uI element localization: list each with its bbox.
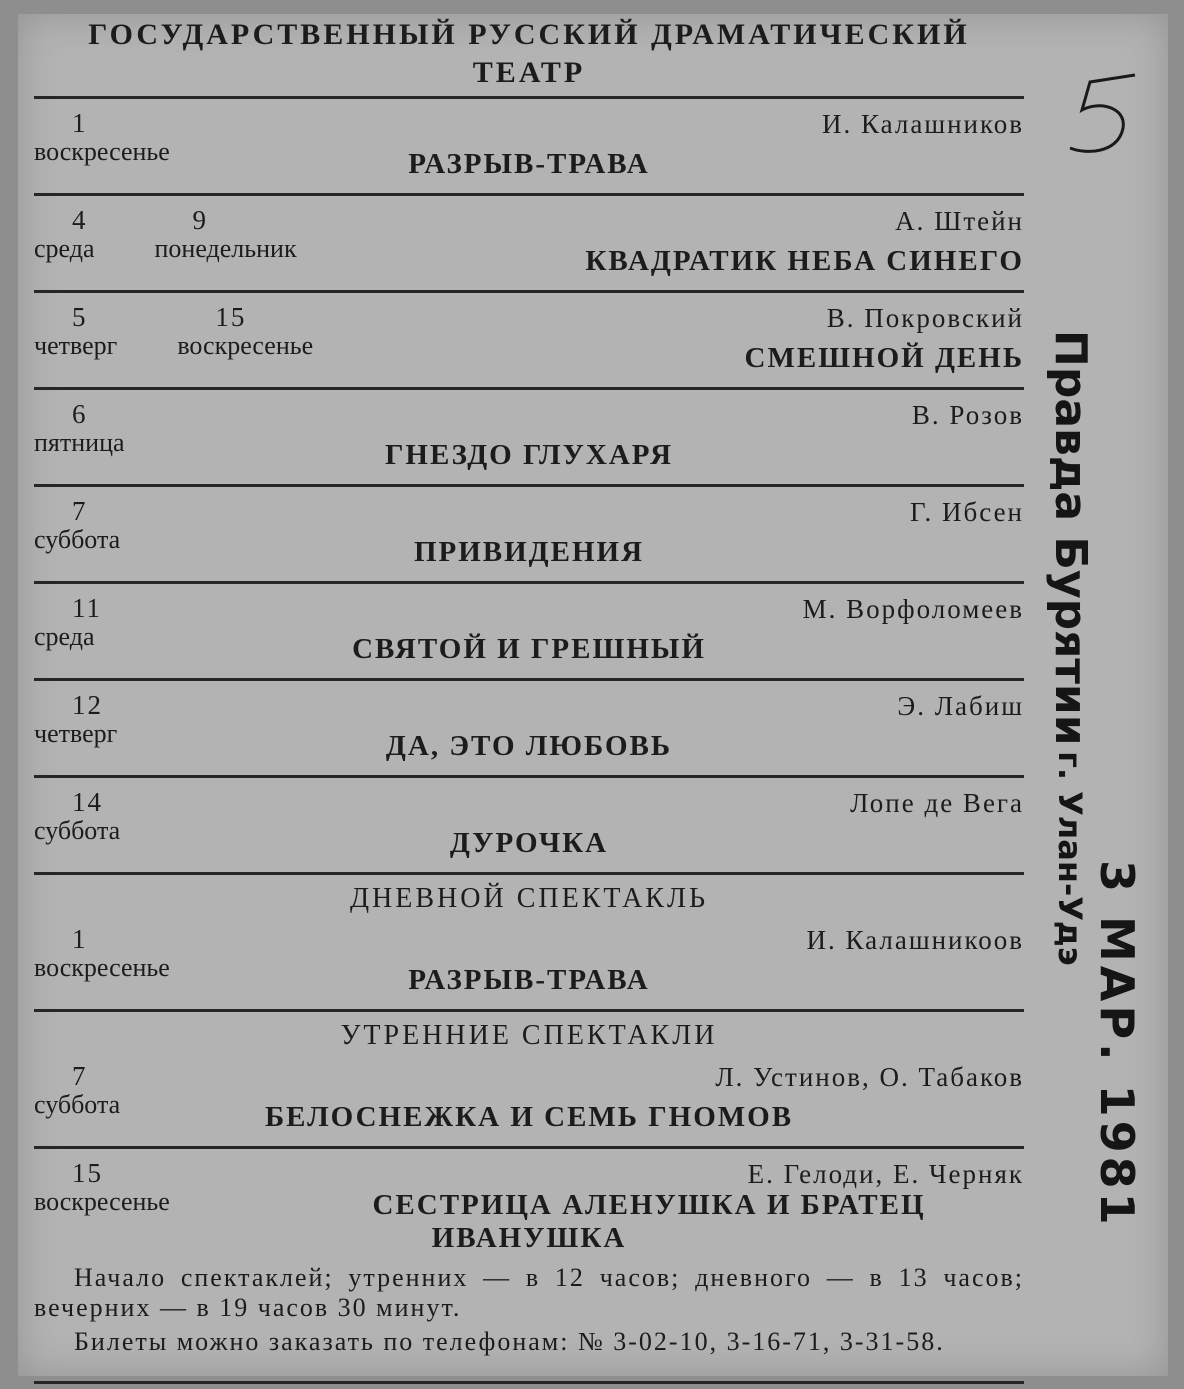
day-number: 1 — [72, 924, 88, 954]
play-title: ПРИВИДЕНИЯ — [413, 536, 645, 568]
play-title — [34, 1189, 1024, 1255]
author: Лопе де Вега — [850, 788, 1024, 818]
author: И. Калашникоов — [806, 925, 1024, 955]
author: В. Покровский — [826, 303, 1024, 333]
handwritten-page-number — [1060, 70, 1140, 160]
weekday: воскресенье — [34, 1187, 170, 1216]
performance-entry — [34, 99, 1024, 187]
start-times-note — [34, 1263, 1024, 1323]
weekday: воскресенье — [177, 331, 314, 360]
play-title: РАЗРЫВ-ТРАВА — [408, 964, 650, 996]
morning-performance — [34, 1149, 1024, 1259]
morning-section-label: УТРЕННИЕ СПЕКТАКЛИ — [340, 1020, 718, 1051]
day-number: 7 — [72, 1061, 88, 1091]
day-section-label: ДНЕВНОЙ СПЕКТАКЛЬ — [349, 883, 709, 914]
weekday: суббота — [34, 525, 121, 554]
weekday: понедельник — [154, 234, 297, 263]
play-title-line1: СЕСТРИЦА АЛЕНУШКА И БРАТЕЦ — [372, 1189, 926, 1221]
weekday: четверг — [34, 719, 118, 748]
day-number: 7 — [72, 496, 88, 526]
play-title: СМЕШНОЙ ДЕНЬ — [744, 342, 1024, 374]
day-number: 4 — [72, 205, 88, 235]
performance-entry — [34, 584, 1024, 672]
weekday: воскресенье — [34, 953, 170, 982]
stamp-date: 3 МАР. 1981 — [1090, 860, 1144, 1229]
play-title: ДА, ЭТО ЛЮБОВЬ — [385, 730, 673, 762]
start-times-text: Начало спектаклей; утренних — в 12 часов; дневного — в 13 часов; вечерних — в 19 часов 30 минут. — [34, 1263, 1024, 1322]
author: Л. Устинов, О. Табаков — [715, 1062, 1024, 1092]
day-number: 11 — [72, 593, 102, 623]
day-number: 15 — [215, 302, 247, 332]
newspaper-stamp — [1045, 330, 1095, 966]
play-title: СВЯТОЙ И ГРЕШНЫЙ — [352, 633, 706, 665]
author: В. Розов — [911, 400, 1024, 430]
theatre-heading-line1: ГОСУДАРСТВЕННЫЙ РУССКИЙ ДРАМАТИЧЕСКИЙ — [88, 18, 970, 51]
performance-entry — [34, 293, 1024, 381]
play-title-line2: ИВАНУШКА — [431, 1222, 627, 1254]
performance-entry — [34, 778, 1024, 866]
newspaper-name: Правда Бурятии — [1045, 330, 1096, 746]
play-title: РАЗРЫВ-ТРАВА — [408, 148, 650, 180]
day-number: 12 — [72, 690, 103, 720]
theatre-heading-line2: ТЕАТР — [472, 56, 586, 89]
author: А. Штейн — [895, 206, 1024, 236]
weekday: суббота — [34, 816, 121, 845]
weekday: воскресенье — [34, 137, 170, 166]
day-performance — [34, 915, 1024, 1003]
author: Э. Лабиш — [897, 691, 1024, 721]
day-number: 9 — [192, 205, 209, 235]
day-number: 6 — [72, 399, 88, 429]
tickets-note — [34, 1327, 1024, 1357]
performance-entry — [34, 487, 1024, 575]
author: И. Калашников — [821, 109, 1024, 139]
play-title: БЕЛОСНЕЖКА И СЕМЬ ГНОМОВ — [264, 1101, 794, 1133]
weekday: пятница — [34, 428, 125, 457]
newspaper-city: г. Улан-Удэ — [1051, 751, 1089, 966]
weekday: четверг — [34, 331, 118, 360]
day-number: 15 — [72, 1158, 103, 1188]
stamp-date-block — [1090, 860, 1144, 1229]
play-title: ГНЕЗДО ГЛУХАРЯ — [384, 439, 674, 471]
play-title: ДУРОЧКА — [449, 827, 609, 859]
weekday: суббота — [34, 1090, 121, 1119]
performance-entry — [34, 196, 1024, 284]
weekday: среда — [34, 234, 95, 263]
performance-entry — [34, 681, 1024, 769]
divider — [34, 1381, 1024, 1384]
tickets-text: Билеты можно заказать по телефонам: № 3-02-10, 3-16-71, 3-31-58. — [74, 1327, 945, 1356]
play-title: КВАДРАТИК НЕБА СИНЕГО — [585, 245, 1024, 277]
performance-list — [34, 99, 1024, 875]
performance-entry — [34, 390, 1024, 478]
author: Г. Ибсен — [909, 497, 1024, 527]
day-number: 5 — [72, 302, 88, 332]
day-number: 1 — [72, 108, 88, 138]
morning-performance — [34, 1052, 1024, 1140]
author: М. Ворфоломеев — [802, 594, 1024, 624]
author: Е. Гелоди, Е. Черняк — [747, 1159, 1024, 1189]
day-number: 14 — [72, 787, 103, 817]
divider — [34, 872, 1024, 875]
divider — [34, 1009, 1024, 1012]
theatre-listing — [34, 14, 1024, 1384]
weekday: среда — [34, 622, 95, 651]
